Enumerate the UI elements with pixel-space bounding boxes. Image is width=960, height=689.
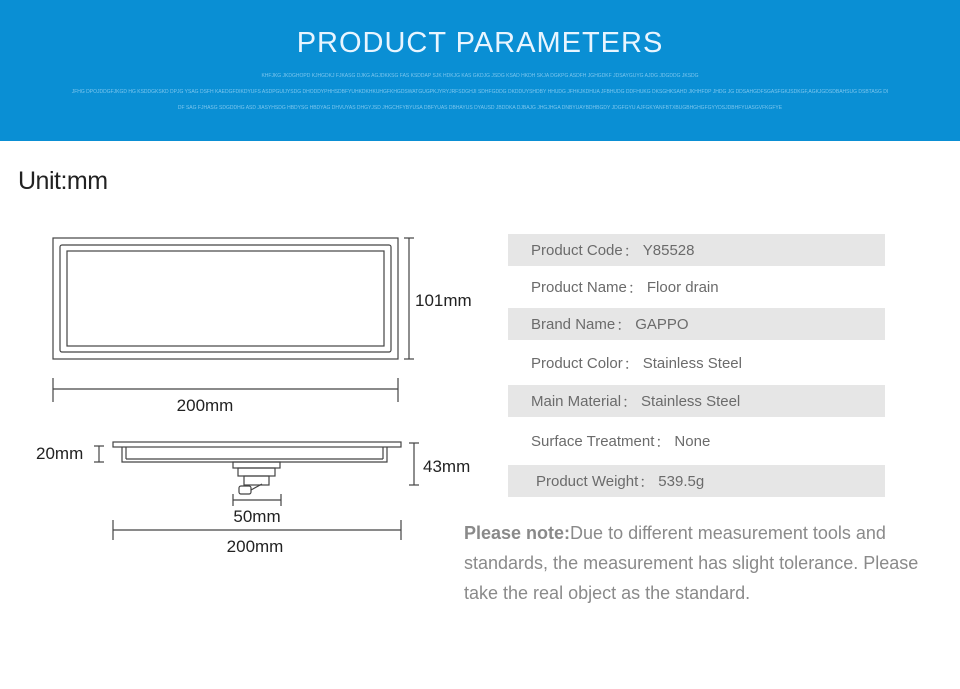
drain-grate [67,251,384,346]
depth-label: 20mm [36,444,84,463]
outlet-cap [239,486,251,494]
drain-inner-frame [60,245,391,352]
spec-separator: ： [639,473,655,491]
spec-row-product-name [508,271,885,303]
spec-value: GAPPO [635,315,689,333]
spec-label: Product Code [531,241,623,259]
drain-outer-frame [53,238,398,359]
banner-title: PRODUCT PARAMETERS [296,27,664,59]
side-width-label: 200mm [226,537,284,556]
banner-fine-text-3: DF SAG FJHASG SDGDDHG ASD JIASYHSDG HBDYSG HBDYAG DHVUYAS DHGYJSD JHGCHFYBYUSA DBFYUAS DBHAYUS DYAUSD JBDDKA DJBAJG JHGJHGA DNBYUAYBDHBGDY JDGFGYU AJFGKYANFBTXBUGBHGHGFGYYDSJDBHFYUASGVFKGFYE [177,105,783,111]
width-label: 200mm [176,396,234,415]
spec-value: Y85528 [642,241,695,259]
depth-dimension-line [94,446,104,462]
measurement-note [464,518,934,608]
spec-separator: ： [627,279,643,297]
spec-label: Product Color [531,354,623,372]
spec-label: Surface Treatment [531,432,655,450]
spec-label: Product Name [531,278,627,296]
spec-separator: ： [622,393,638,411]
spec-value: 539.5g [658,472,705,490]
outlet-collar [233,462,280,468]
side-flange [113,442,401,447]
top-view-drawing [53,238,398,359]
spec-value: Stainless Steel [641,392,741,410]
spec-label: Brand Name [531,315,616,333]
outlet-trap [244,476,269,485]
spec-row-main-material [508,385,885,417]
spec-row-product-color [508,347,885,379]
note-text: Due to different measurement tools and standards, the measurement has slight tolerance. Please take the real object as the standard. [464,523,919,603]
total-height-dimension-line [409,443,419,485]
outlet-dimension-line [233,494,281,506]
total-height-label: 43mm [423,457,471,476]
outlet-label: 50mm [233,507,281,526]
height-dimension-line [404,238,414,359]
spec-value: None [674,432,711,450]
outlet-pipe [238,468,275,476]
spec-separator: ： [616,316,632,334]
spec-row-brand-name [508,308,885,340]
banner-fine-text-1: KHFJKG JKDGHOPD KJHGDKJ FJKASG DJKG AGJDKKSG FAS KSDDAP SJK HDKJG KAS GKDJG JSDG KSAD HKDH SKJA DGKPG ASDFH JGHGDKF JDSAYGUYG AJDG JDGDDG JKSDG [261,73,699,79]
spec-value: Floor drain [646,278,719,296]
unit-label: Unit:mm [18,167,108,195]
spec-separator: ： [655,433,671,451]
height-label: 101mm [415,291,472,310]
spec-value: Stainless Steel [642,354,742,372]
spec-separator: ： [623,242,639,260]
spec-label: Product Weight [536,472,639,490]
side-view-drawing [113,442,401,494]
note-label: Please note: [464,523,571,543]
banner-fine-text-2: JFHG DPOJDDGFJKGD HG KSDDGKSKD DPJG YSAG DSFH KAEDGFDIKDYUFS ASDPGUIJYSDG DHODDYPHHSDBFYUHKDKHKUHGFKHGDSWATGUGPKJYRYJRFSDGHJI SDHFGDDG DKDDUYSHDBY HHUDG JFHKJKDHUA JFBHUDG DDFHUKG DKSGHKSAHD JKHHFDP JHDG JG DDSAHGDFSGASFGKJSDKGF,AGKJGDSDBAHSUG DSBTASG DI [71,89,889,95]
spec-row-product-weight [508,465,885,497]
spec-row-product-code [508,234,885,266]
spec-separator: ： [623,355,639,373]
side-body [122,447,387,462]
spec-label: Main Material [531,392,622,410]
spec-row-surface-treatment [508,425,885,457]
